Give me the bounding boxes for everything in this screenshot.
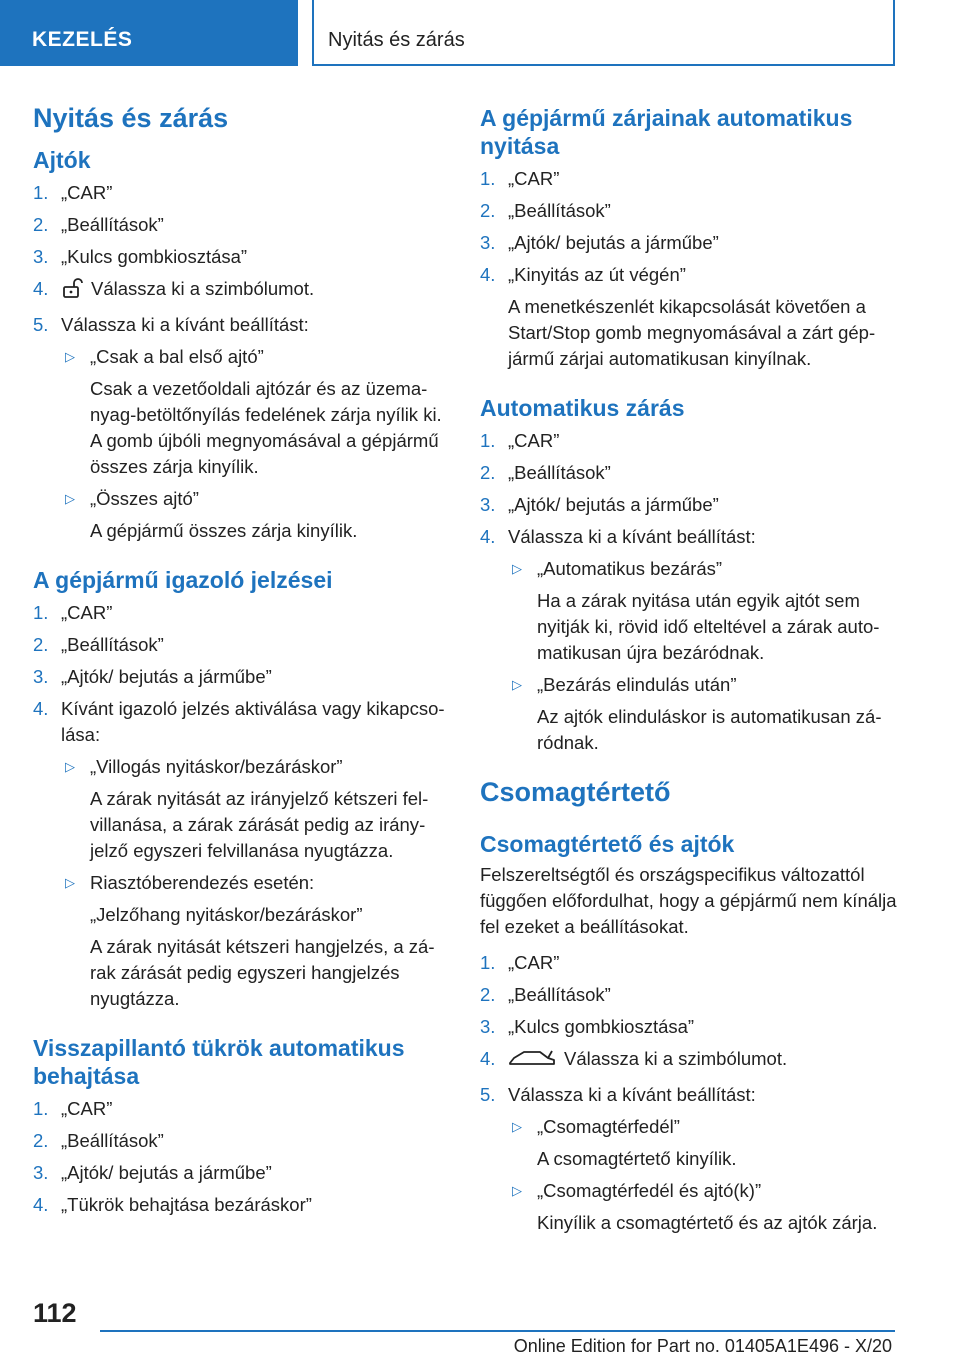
option-item: ▷ Riasztóberendezés esetén: „Jelzőhang nyitáskor/bezáráskor” A zárak nyitását kétszeri hangjelzés, a zárak zárását pedig egyszeri hangjelzés nyugtázza.	[65, 872, 435, 1009]
car-trunk-icon	[508, 1047, 556, 1076]
option-item: ▷ „Csomagtérfedél” A csomagtértető kinyílik.	[512, 1116, 737, 1169]
list-item: 3. „Ajtók/ bejutás a járműbe”	[33, 666, 272, 687]
page-title: Nyitás és zárás	[33, 103, 229, 133]
list-item: 3. „Ajtók/ bejutás a járműbe”	[33, 1162, 272, 1183]
trunk-intro: Felszereltségtől és országspecifikus változattól függően előfordulhat, hogy a gépjármű nem kínálja fel ezeket a beállításokat.	[480, 864, 897, 937]
list-item: 4. Válassza ki a kívánt beállítást:	[480, 526, 756, 547]
chapter-label: Nyitás és zárás	[312, 0, 895, 66]
edition-note: Online Edition for Part no. 01405A1E496 - X/20	[513, 1336, 892, 1356]
page-number: 112	[33, 1298, 77, 1328]
list-item: 4. „Tükrök behajtása bezáráskor”	[33, 1194, 312, 1215]
triangle-bullet-icon: ▷	[65, 759, 75, 774]
option-item: ▷ „Csak a bal első ajtó” Csak a vezetőoldali ajtózár és az üzemanyag-betöltőnyílás fedelének zárja nyílik ki. A gomb újbóli megnyomásával a gépjármű összes zárja kinyílik.	[65, 346, 442, 477]
list-item: 1. „CAR”	[33, 182, 113, 203]
triangle-bullet-icon: ▷	[65, 875, 75, 890]
doors-heading: Ajtók	[33, 147, 91, 173]
list-item: 3. „Kulcs gombkiosztása”	[480, 1016, 695, 1037]
page-header	[0, 0, 960, 66]
triangle-bullet-icon: ▷	[65, 491, 75, 506]
option-item: ▷ „Csomagtérfedél és ajtó(k)” Kinyílik a csomagtértető és az ajtók zárja.	[512, 1180, 878, 1233]
list-item: 5. Válassza ki a kívánt beállítást:	[33, 314, 309, 335]
page-footer	[0, 1280, 960, 1362]
list-item: 4. Válassza ki a szimbólumot.	[480, 1046, 900, 1076]
list-item: 2. „Beállítások”	[480, 984, 611, 1005]
list-item: 1. „CAR”	[33, 1098, 113, 1119]
list-item: 2. „Beállítások”	[33, 214, 164, 235]
autolock-heading: Automatikus zárás	[480, 395, 685, 421]
option-item: ▷ „Automatikus bezárás” Ha a zárak nyitása után egyik ajtót sem nyitják ki, rövid idő elteltével a zárak automatikusan újra bezáródnak.	[512, 558, 880, 663]
footer-divider	[100, 1330, 895, 1332]
list-item: 5. Válassza ki a kívánt beállítást:	[480, 1084, 756, 1105]
option-item: ▷ „Villogás nyitáskor/bezáráskor” A zárak nyitását az irányjelző kétszeri felvillanása, a zárak zárását pedig az irányjelző egyszeri felvillanása nyugtázza.	[65, 756, 429, 861]
list-item: 4. Kívánt igazoló jelzés aktiválása vagy kikapcsolása:	[33, 698, 445, 745]
list-item: 1. „CAR”	[480, 952, 560, 973]
trunk-heading: Csomagtértető és ajtók	[480, 831, 735, 857]
list-item: 1. „CAR”	[480, 430, 560, 451]
triangle-bullet-icon: ▷	[512, 1183, 522, 1198]
list-item: 1. „CAR”	[33, 602, 113, 623]
list-item: 3. „Ajtók/ bejutás a járműbe”	[480, 494, 719, 515]
unlock-icon	[61, 277, 83, 306]
section-label: KEZELÉS	[0, 0, 298, 66]
autounlock-heading: A gépjármű zárjainak automatikus nyitása	[480, 105, 853, 159]
mirrors-heading: Visszapillantó tükrök automatikus behajtása	[33, 1035, 405, 1089]
confirm-heading: A gépjármű igazoló jelzései	[33, 567, 333, 593]
triangle-bullet-icon: ▷	[65, 349, 75, 364]
triangle-bullet-icon: ▷	[512, 677, 522, 692]
option-item: ▷ „Bezárás elindulás után” Az ajtók elinduláskor is automatikusan záródnak.	[512, 674, 882, 753]
list-item: 2. „Beállítások”	[33, 634, 164, 655]
trunk-title: Csomagtértető	[480, 777, 671, 807]
list-item: 1. „CAR”	[480, 168, 560, 189]
list-item: 4. „Kinyitás az út végén” A menetkészenlét kikapcsolását követően a Start/Stop gomb megnyomásával a zárt gépjármű zárjai automatikusan kinyílnak.	[480, 264, 876, 369]
triangle-bullet-icon: ▷	[512, 1119, 522, 1134]
option-item: ▷ „Összes ajtó” A gépjármű összes zárja kinyílik.	[65, 488, 358, 541]
list-item: 2. „Beállítások”	[33, 1130, 164, 1151]
left-column	[33, 92, 453, 1224]
list-item: 3. „Ajtók/ bejutás a járműbe”	[480, 232, 719, 253]
list-item: 3. „Kulcs gombkiosztása”	[33, 246, 248, 267]
triangle-bullet-icon: ▷	[512, 561, 522, 576]
right-column	[480, 92, 900, 1242]
list-item: 2. „Beállítások”	[480, 462, 611, 483]
list-item: 2. „Beállítások”	[480, 200, 611, 221]
list-item: 4. Válassza ki a szimbólumot.	[33, 276, 453, 306]
